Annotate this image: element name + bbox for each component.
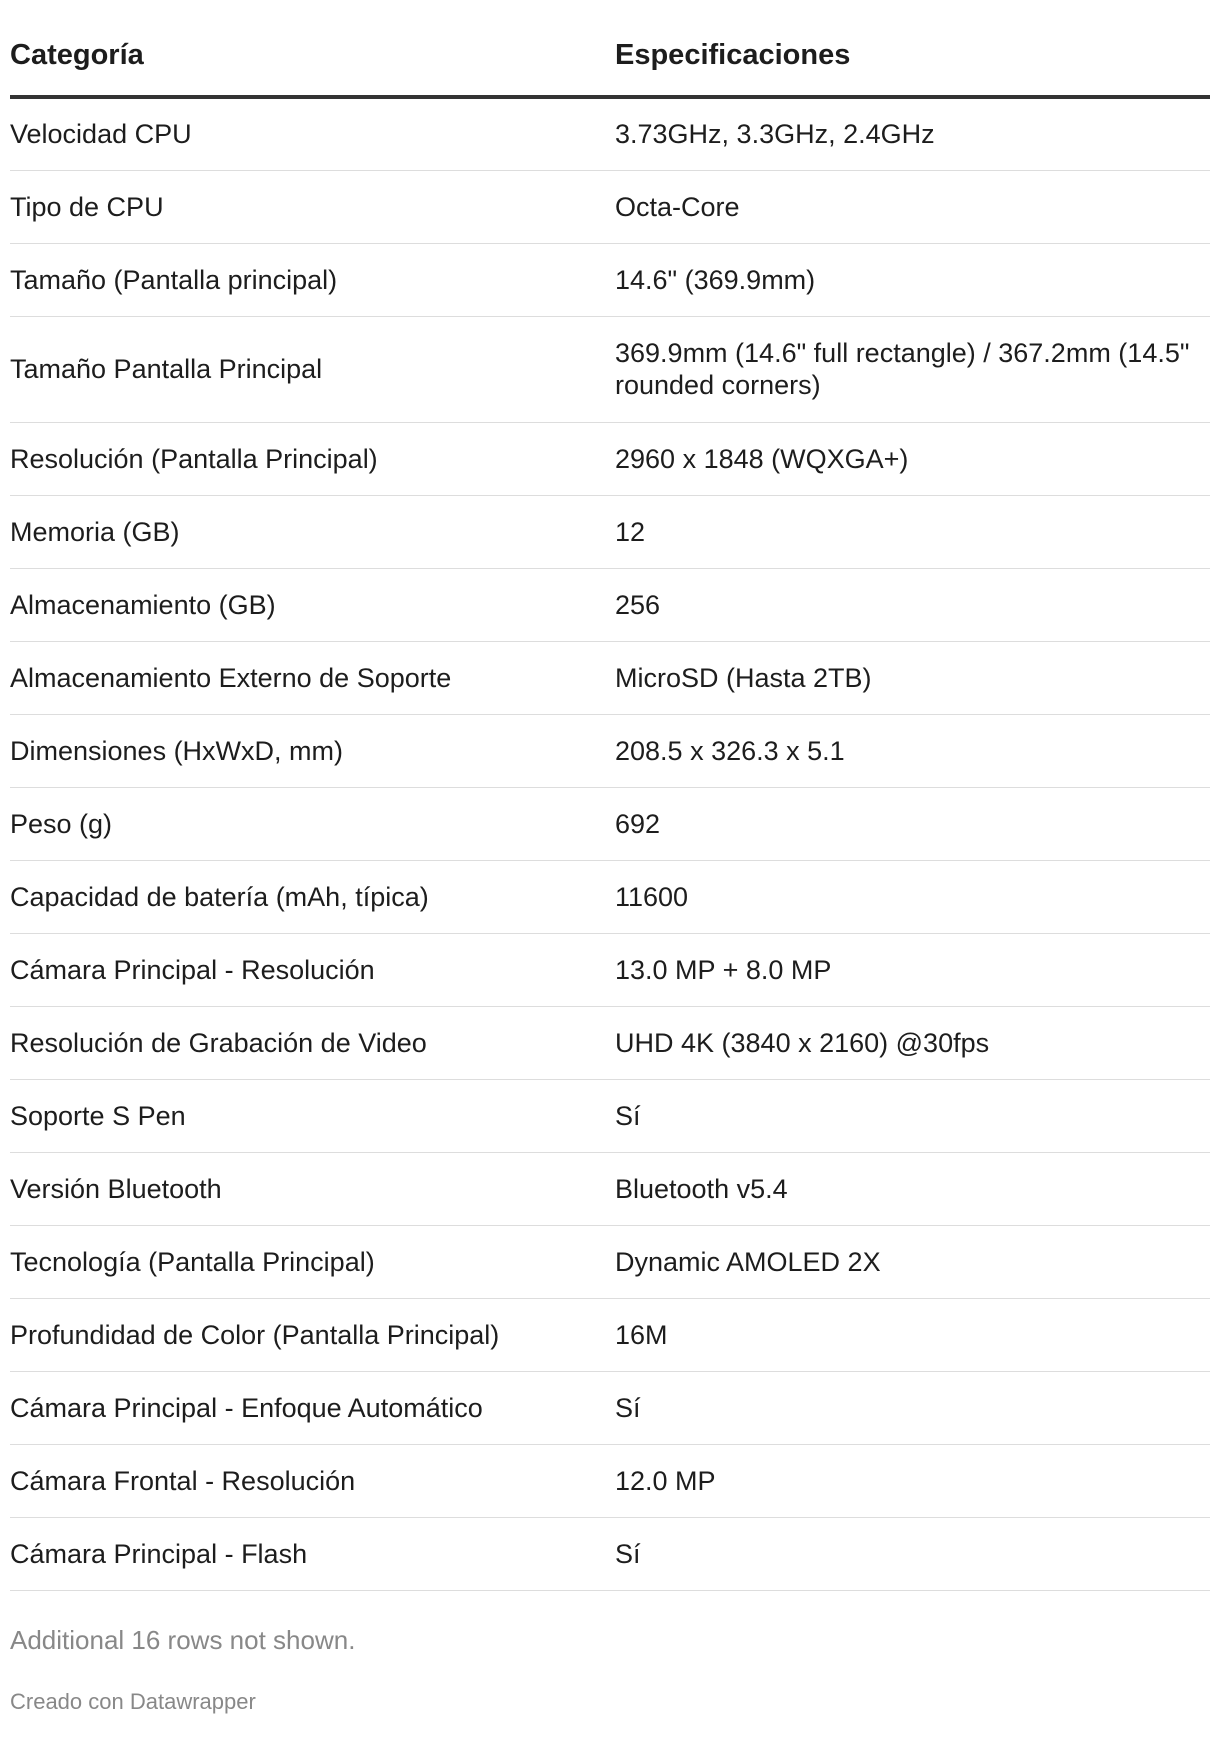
category-cell: Cámara Principal - Flash: [10, 1517, 615, 1590]
category-cell: Tipo de CPU: [10, 170, 615, 243]
category-cell: Cámara Principal - Enfoque Automático: [10, 1371, 615, 1444]
table-row: [10, 1517, 1210, 1590]
specification-cell: Octa-Core: [615, 170, 1210, 243]
specification-cell: Sí: [615, 1079, 1210, 1152]
category-cell: Almacenamiento (GB): [10, 568, 615, 641]
specification-cell: Dynamic AMOLED 2X: [615, 1225, 1210, 1298]
table-row: [10, 1225, 1210, 1298]
specification-cell: 11600: [615, 860, 1210, 933]
category-cell: Capacidad de batería (mAh, típica): [10, 860, 615, 933]
table-row: [10, 97, 1210, 170]
specification-cell: MicroSD (Hasta 2TB): [615, 641, 1210, 714]
datawrapper-credit[interactable]: Creado con Datawrapper: [10, 1688, 256, 1714]
table-row: [10, 1298, 1210, 1371]
specification-cell: 16M: [615, 1298, 1210, 1371]
specification-cell: 692: [615, 787, 1210, 860]
table-row: [10, 860, 1210, 933]
specification-cell: Sí: [615, 1371, 1210, 1444]
table-row: [10, 1444, 1210, 1517]
category-cell: Peso (g): [10, 787, 615, 860]
table-row: [10, 714, 1210, 787]
table-row: [10, 641, 1210, 714]
table-row: [10, 1079, 1210, 1152]
table-row: [10, 787, 1210, 860]
table-row: [10, 933, 1210, 1006]
specification-cell: 3.73GHz, 3.3GHz, 2.4GHz: [615, 97, 1210, 170]
table-row: [10, 170, 1210, 243]
spec-table: [10, 0, 1210, 1591]
spec-table-container: [10, 0, 1210, 1717]
table-row: [10, 243, 1210, 316]
category-cell: Versión Bluetooth: [10, 1152, 615, 1225]
category-cell: Resolución (Pantalla Principal): [10, 422, 615, 495]
category-cell: Almacenamiento Externo de Soporte: [10, 641, 615, 714]
table-row: [10, 495, 1210, 568]
category-cell: Soporte S Pen: [10, 1079, 615, 1152]
specification-cell: Sí: [615, 1517, 1210, 1590]
category-cell: Dimensiones (HxWxD, mm): [10, 714, 615, 787]
category-cell: Tamaño Pantalla Principal: [10, 316, 615, 422]
header-specifications[interactable]: Especificaciones: [615, 0, 1210, 97]
specification-cell: 369.9mm (14.6" full rectangle) / 367.2mm (14.5" rounded corners): [615, 316, 1210, 422]
category-cell: Cámara Frontal - Resolución: [10, 1444, 615, 1517]
specification-cell: 208.5 x 326.3 x 5.1: [615, 714, 1210, 787]
specification-cell: UHD 4K (3840 x 2160) @30fps: [615, 1006, 1210, 1079]
header-category[interactable]: Categoría: [10, 0, 615, 97]
table-body: [10, 97, 1210, 1590]
category-cell: Tecnología (Pantalla Principal): [10, 1225, 615, 1298]
header-row: [10, 0, 1210, 97]
specification-cell: 14.6" (369.9mm): [615, 243, 1210, 316]
table-notes: Additional 16 rows not shown.: [10, 1624, 356, 1655]
specification-cell: 12: [615, 495, 1210, 568]
table-row: [10, 1152, 1210, 1225]
table-row: [10, 1371, 1210, 1444]
table-row: [10, 568, 1210, 641]
specification-cell: 13.0 MP + 8.0 MP: [615, 933, 1210, 1006]
table-row: [10, 422, 1210, 495]
specification-cell: 2960 x 1848 (WQXGA+): [615, 422, 1210, 495]
category-cell: Resolución de Grabación de Video: [10, 1006, 615, 1079]
category-cell: Velocidad CPU: [10, 97, 615, 170]
specification-cell: 12.0 MP: [615, 1444, 1210, 1517]
category-cell: Tamaño (Pantalla principal): [10, 243, 615, 316]
category-cell: Profundidad de Color (Pantalla Principal): [10, 1298, 615, 1371]
category-cell: Memoria (GB): [10, 495, 615, 568]
table-header: [10, 0, 1210, 97]
category-cell: Cámara Principal - Resolución: [10, 933, 615, 1006]
specification-cell: 256: [615, 568, 1210, 641]
table-row: [10, 316, 1210, 422]
specification-cell: Bluetooth v5.4: [615, 1152, 1210, 1225]
table-row: [10, 1006, 1210, 1079]
